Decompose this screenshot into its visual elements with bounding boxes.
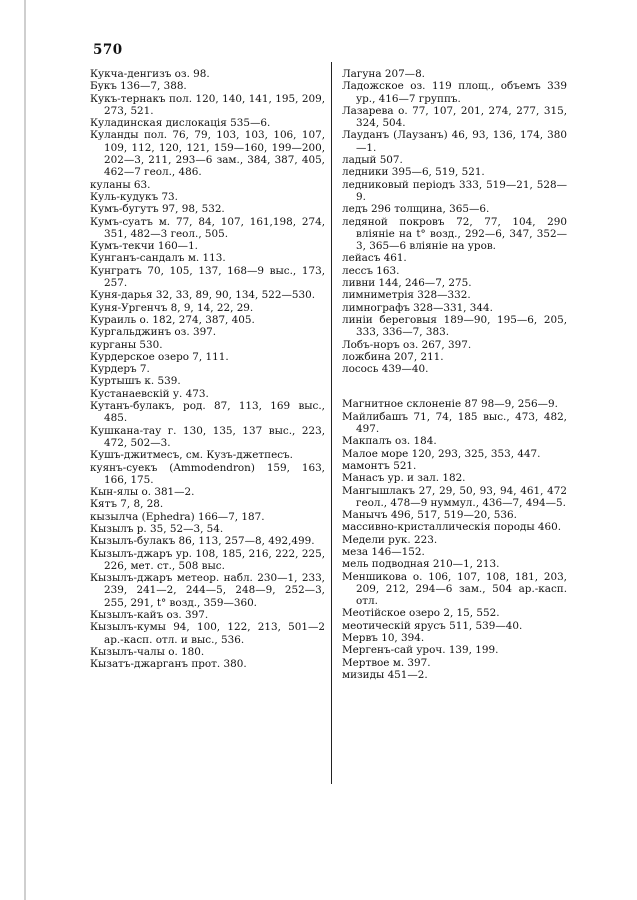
index-entry: Куня-дарья 32, 33, 89, 90, 134, 522—530. <box>90 289 316 302</box>
index-entry: меза 146—152. <box>342 545 425 558</box>
index-entry: Кызылъ р. 35, 52—3, 54. <box>90 522 224 535</box>
index-entry: ливни 144, 246—7, 275. <box>342 277 472 290</box>
index-entry: Кумъ-суатъ м. 77, 84, 107, 161,198, 274, 351, 482—3 геол., 505. <box>90 215 325 240</box>
index-entry: Кутанъ-булакъ, род. 87, 113, 169 выс., 485. <box>90 400 325 425</box>
index-entry: лимнографъ 328—331, 344. <box>342 301 493 314</box>
index-entry: Куня-Ургенчъ 8, 9, 14, 22, 29. <box>90 301 254 314</box>
index-entry: ледяной покровъ 72, 77, 104, 290 вліяніе на t° возд., 292—6, 347, 352—3, 365—6 вліяніе на уров. <box>342 215 567 253</box>
index-entry: лосось 439—40. <box>342 363 429 376</box>
index-entry: Лауданъ (Лаузанъ) 46, 93, 136, 174, 380—1. <box>342 129 567 154</box>
index-entry: Куланды пол. 76, 79, 103, 103, 106, 107, 109, 112, 120, 121, 159—160, 199—200, 202—3, 211, 293—6 зам., 384, 387, 405, 462—7 геол., 486. <box>90 129 325 179</box>
index-entry: Кушъ-джитмесъ, см. Кузъ-джетпесъ. <box>90 449 293 462</box>
index-entry: Кызылъ-кайъ оз. 397. <box>90 609 209 622</box>
index-entry: Кунгратъ 70, 105, 137, 168—9 выс., 173, 257. <box>90 264 325 290</box>
index-entry: Курдерское озеро 7, 111. <box>90 350 229 363</box>
index-entry: Кын-ялы о. 381—2. <box>90 486 195 499</box>
index-entry: куянъ-суекъ (Ammodendron) 159, 163, 166, 175. <box>90 461 325 486</box>
index-entry: куланы 63. <box>90 178 151 191</box>
index-entry: ложбина 207, 211. <box>342 350 444 363</box>
index-entry: Куль-кудукъ 73. <box>90 190 178 203</box>
index-entry: Мертвое м. 397. <box>342 656 431 669</box>
index-entry: Магнитное склоненіе 87 98—9, 256—9. <box>342 398 558 411</box>
index-entry: мель подводная 210—1, 213. <box>342 558 500 571</box>
index-entry: Макпалъ оз. 184. <box>342 435 437 448</box>
index-entry: меотическій ярусъ 511, 539—40. <box>342 619 523 632</box>
index-entry: ледниковый періодъ 333, 519—21, 528—9. <box>342 178 567 203</box>
index-entry: Кызылъ-джаръ метеор. набл. 230—1, 233, 239, 241—2, 244—5, 248—9, 252—3, 255, 291, t° возд., 359—360. <box>90 572 325 609</box>
index-entry: Курдеръ 7. <box>90 363 150 376</box>
index-entry: Букъ 136—7, 388. <box>90 80 187 93</box>
index-entry: Ладожское оз. 119 площ., объемъ 339 ур., 416—7 группъ. <box>342 80 567 105</box>
index-entry: Куртышъ к. 539. <box>90 375 181 388</box>
page-edge <box>24 0 26 900</box>
index-entry: линіи береговыя 189—90, 195—6, 205, 333, 336—7, 383. <box>342 313 567 339</box>
index-entry: Кургальджинъ оз. 397. <box>90 326 217 339</box>
index-entry: лимниметрія 328—332. <box>342 289 471 302</box>
index-entry: Мергенъ-сай уроч. 139, 199. <box>342 644 499 657</box>
index-entry: Малое море 120, 293, 325, 353, 447. <box>342 447 541 460</box>
index-entry: Кунганъ-сандалъ м. 113. <box>90 252 226 265</box>
index-entry: Кустанаевскій у. 473. <box>90 387 209 400</box>
index-entry: Кызылъ-джаръ ур. 108, 185, 216, 222, 225, 226, мет. ст., 508 выс. <box>90 547 325 572</box>
index-entry: Майлибашъ 71, 74, 185 выс., 473, 482, 497. <box>342 410 567 436</box>
index-column-left <box>90 68 325 671</box>
index-entry: Куладинская дислокація 535—6. <box>90 117 271 130</box>
index-entry: Кумъ-текчи 160—1. <box>90 240 198 253</box>
index-entry: Кызылъ-чалы о. 180. <box>90 645 205 658</box>
index-entry: Меотійское озеро 2, 15, 552. <box>342 607 500 620</box>
index-column-right <box>342 68 567 681</box>
index-entry: Мангышлакъ 27, 29, 50, 93, 94, 461, 472 геол., 478—9 нуммул., 436—7, 494—5. <box>342 484 567 509</box>
index-entry: Манычъ 496, 517, 519—20, 536. <box>342 509 517 522</box>
index-entry: кызылча (Ephedra) 166—7, 187. <box>90 510 265 523</box>
index-entry: лессъ 163. <box>342 264 400 277</box>
index-entry: Меншикова о. 106, 107, 108, 181, 203, 209, 212, 294—6 зам., 504 ар.-касп. отл. <box>342 570 567 608</box>
index-entry: Лазарева о. 77, 107, 201, 274, 277, 315, 324, 504. <box>342 104 567 130</box>
index-entry: курганы 530. <box>90 338 163 351</box>
index-entry: Кураиль о. 182, 274, 387, 405. <box>90 313 255 326</box>
index-entry: ладый 507. <box>342 154 403 167</box>
index-entry: лейасъ 461. <box>342 252 407 265</box>
index-entry: Кятъ 7, 8, 28. <box>90 498 164 511</box>
column-divider <box>331 62 332 784</box>
index-entry: мамонтъ 521. <box>342 459 417 472</box>
index-entry: Медели рук. 223. <box>342 533 438 546</box>
index-entry: Кызылъ-кумы 94, 100, 122, 213, 501—2 ар.-касп. отл. и выс., 536. <box>90 621 325 646</box>
index-entry: Лобъ-норъ оз. 267, 397. <box>342 338 472 351</box>
index-entry: мизиды 451—2. <box>342 668 428 681</box>
index-entry: Кумъ-бугутъ 97, 98, 532. <box>90 203 225 216</box>
index-entry: Мервъ 10, 394. <box>342 632 425 645</box>
index-entry: Кукъ-тернакъ пол. 120, 140, 141, 195, 209, 273, 521. <box>90 92 325 117</box>
index-entry: Кукча-денгизъ оз. 98. <box>90 68 210 80</box>
page-number: 570 <box>93 42 123 58</box>
index-entry: массивно-кристаллическія породы 460. <box>342 521 562 534</box>
index-entry: Лагуна 207—8. <box>342 68 425 80</box>
index-entry: Кызылъ-булакъ 86, 113, 257—8, 492,499. <box>90 535 315 548</box>
index-entry: ледъ 296 толщина, 365—6. <box>342 203 490 216</box>
index-entry: Манасъ ур. и зал. 182. <box>342 472 466 485</box>
index-entry: ледники 395—6, 519, 521. <box>342 166 485 179</box>
section-gap <box>342 375 567 398</box>
index-entry: Кушкана-тау г. 130, 135, 137 выс., 223, 472, 502—3. <box>90 424 325 449</box>
index-entry: Кызатъ-джарганъ прот. 380. <box>90 658 247 671</box>
